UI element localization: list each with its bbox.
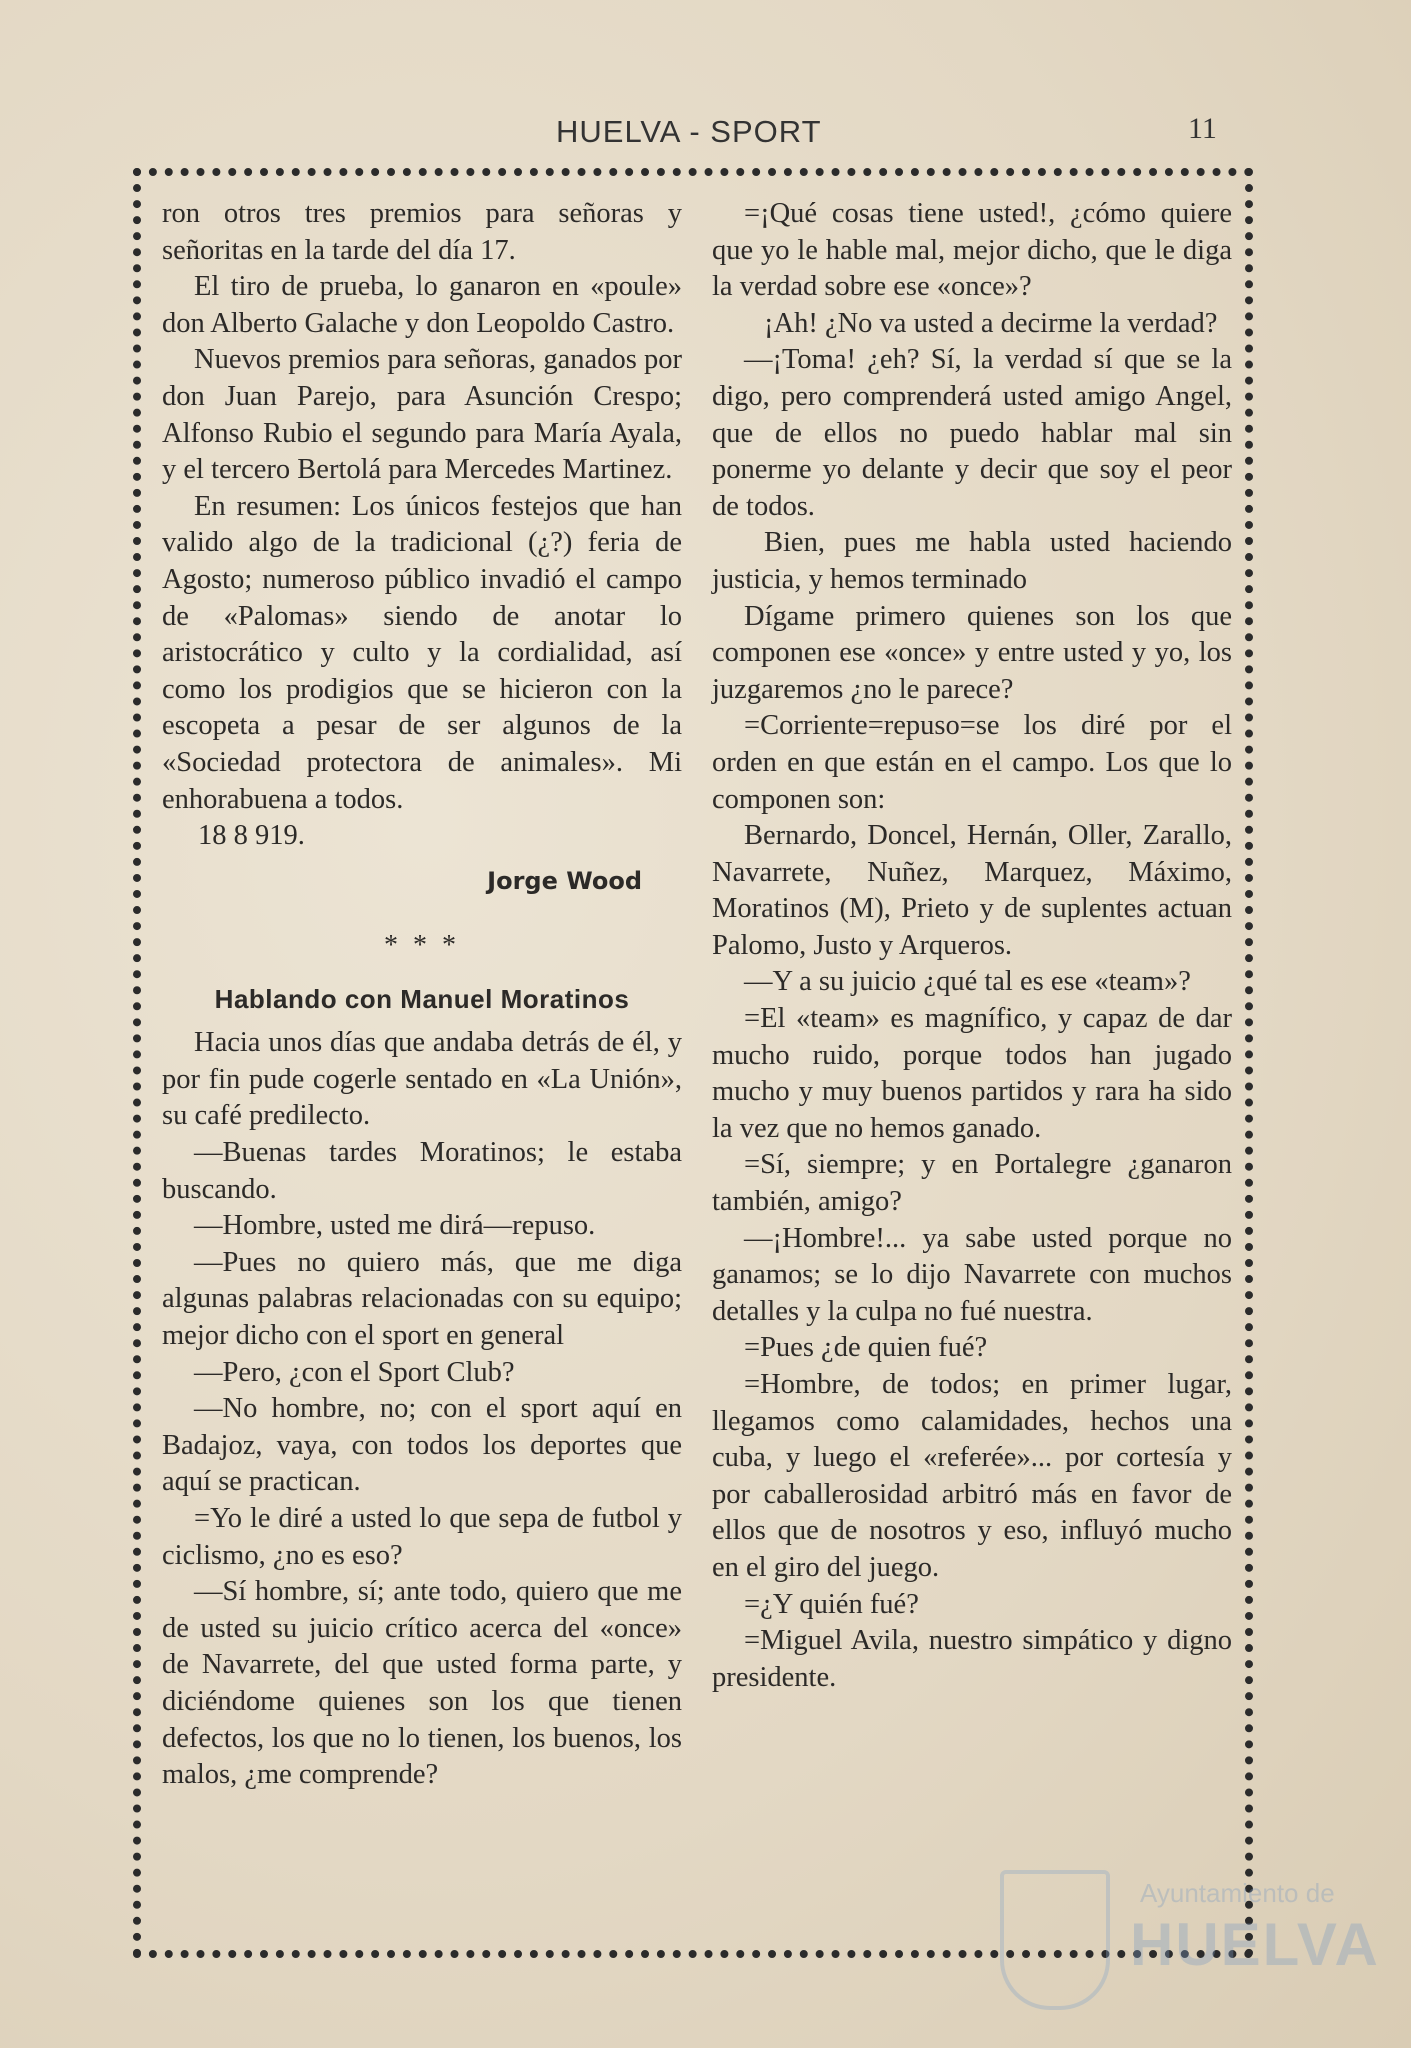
article-date: 18 8 919. (198, 820, 305, 852)
section-title: Hablando con Manuel Moratinos (214, 983, 630, 1014)
paragraph: Nuevos premios para señoras, ganados por don Juan Parejo, para Asunción Crespo; Alfonso Rubio el segundo para María Ayala, y el tercero Bertolá para Mercedes Martinez. (162, 344, 682, 486)
dialogue-line: =Hombre, de todos; en primer lugar, llegamos como calamidades, hechos una cuba, y luego el «referée»... por cortesía y por caballerosidad arbitró más en favor de ellos que de nosotros y eso, influyó mucho en el giro del juego. (712, 1369, 1232, 1583)
dialogue-line: —Buenas tardes Moratinos; le estaba buscando. (162, 1137, 682, 1205)
paragraph: En resumen: Los únicos festejos que han valido algo de la tradicional (¿?) feria de Agosto; numeroso público invadió el campo de «Palomas» siendo de anotar lo aristocrático y culto y la cordialidad, así como los prodigios que se hicieron con la escopeta a pesar de ser algunos de la «Sociedad protectora de animales». Mi enhorabuena a todos. (162, 490, 682, 815)
dialogue-line: Hacia unos días que andaba detrás de él, y por fin pude cogerle sentado en «La Unión», su café predilecto. (162, 1027, 682, 1132)
watermark-big-text: HUELVA (1130, 1911, 1380, 1978)
right-column (712, 196, 1232, 1696)
dialogue-line: —¡Hombre!... ya sabe usted porque no ganamos; se lo dijo Navarrete con muchos detalles y la culpa no fué nuestra. (712, 1222, 1232, 1327)
dialogue-line: =El «team» es magnífico, y capaz de dar mucho ruido, porque todos han jugado mucho y muy buenos partidos y rara ha sido la vez que no hemos ganado. (712, 1003, 1232, 1144)
dialogue-line: =Miguel Avila, nuestro simpático y digno presidente. (712, 1625, 1232, 1693)
magazine-title: HUELVA - SPORT (556, 114, 822, 149)
watermark-small-text: Ayuntamiento de (1140, 1878, 1335, 1908)
dialogue-line: —¡Toma! ¿eh? Sí, la verdad sí que se la digo, pero comprenderá usted amigo Angel, que de ellos no puedo hablar mal sin ponerme yo delante y decir que soy el peor de todos. (712, 344, 1232, 522)
dialogue-line: =Sí, siempre; y en Portalegre ¿ganaron también, amigo? (712, 1149, 1232, 1218)
dialogue-line: Dígame primero quienes son los que componen ese «once» y entre usted y yo, los juzgaremos ¿no le parece? (712, 600, 1232, 705)
left-column (162, 196, 682, 1794)
dialogue-line: =Yo le diré a usted lo que sepa de futbol y ciclismo, ¿no es eso? (162, 1503, 682, 1571)
dialogue-line: —Y a su juicio ¿qué tal es ese «team»? (744, 966, 1191, 998)
author-signature: Jorge Wood (487, 866, 642, 895)
paragraph: ron otros tres premios para señoras y señoritas en la tarde del día 17. (162, 198, 682, 266)
dialogue-line: —No hombre, no; con el sport aquí en Badajoz, vaya, con todos los deportes que aquí se practican. (162, 1393, 682, 1498)
dialogue-line: ¡Ah! ¿No va usted a decirme la verdad? (764, 307, 1218, 339)
page-header (0, 110, 1411, 160)
dialogue-line: =¡Qué cosas tiene usted!, ¿cómo quiere que yo le hable mal, mejor dicho, que le diga la verdad sobre ese «once»? (712, 198, 1232, 303)
dialogue-line: =Corriente=repuso=se los diré por el orden en que están en el campo. Los que lo componen son: (712, 710, 1232, 815)
dialogue-line: =¿Y quién fué? (744, 1588, 919, 1620)
dialogue-line: =Pues ¿de quien fué? (744, 1332, 988, 1364)
dialogue-line: —Pues no quiero más, que me diga algunas palabras relacionadas con su equipo; mejor dicho con el sport en general (162, 1246, 682, 1352)
archive-watermark (1000, 1870, 1380, 2020)
paragraph: El tiro de prueba, lo ganaron en «poule» don Alberto Galache y don Leopoldo Castro. (162, 271, 682, 339)
dialogue-line: —Sí hombre, sí; ante todo, quiero que me de usted su juicio crítico acerca del «once» de Navarrete, del que usted forma parte, y diciéndome quienes son los que tienen defectos, los que no lo tienen, los buenos, los malos, ¿me comprende? (162, 1576, 682, 1791)
page-number: 11 (1188, 112, 1217, 145)
dialogue-line: Bien, pues me habla usted haciendo justicia, y hemos terminado (712, 527, 1232, 595)
dialogue-line: —Hombre, usted me dirá—repuso. (194, 1210, 596, 1242)
team-list: Bernardo, Doncel, Hernán, Oller, Zarallo, Navarrete, Nuñez, Marquez, Máximo, Moratinos (M), Prieto y de suplentes actuan Palomo, Justo y Arqueros. (712, 820, 1232, 961)
section-separator: * * * (384, 929, 460, 961)
coat-of-arms-icon (1000, 1870, 1110, 2010)
dialogue-line: —Pero, ¿con el Sport Club? (194, 1356, 515, 1388)
